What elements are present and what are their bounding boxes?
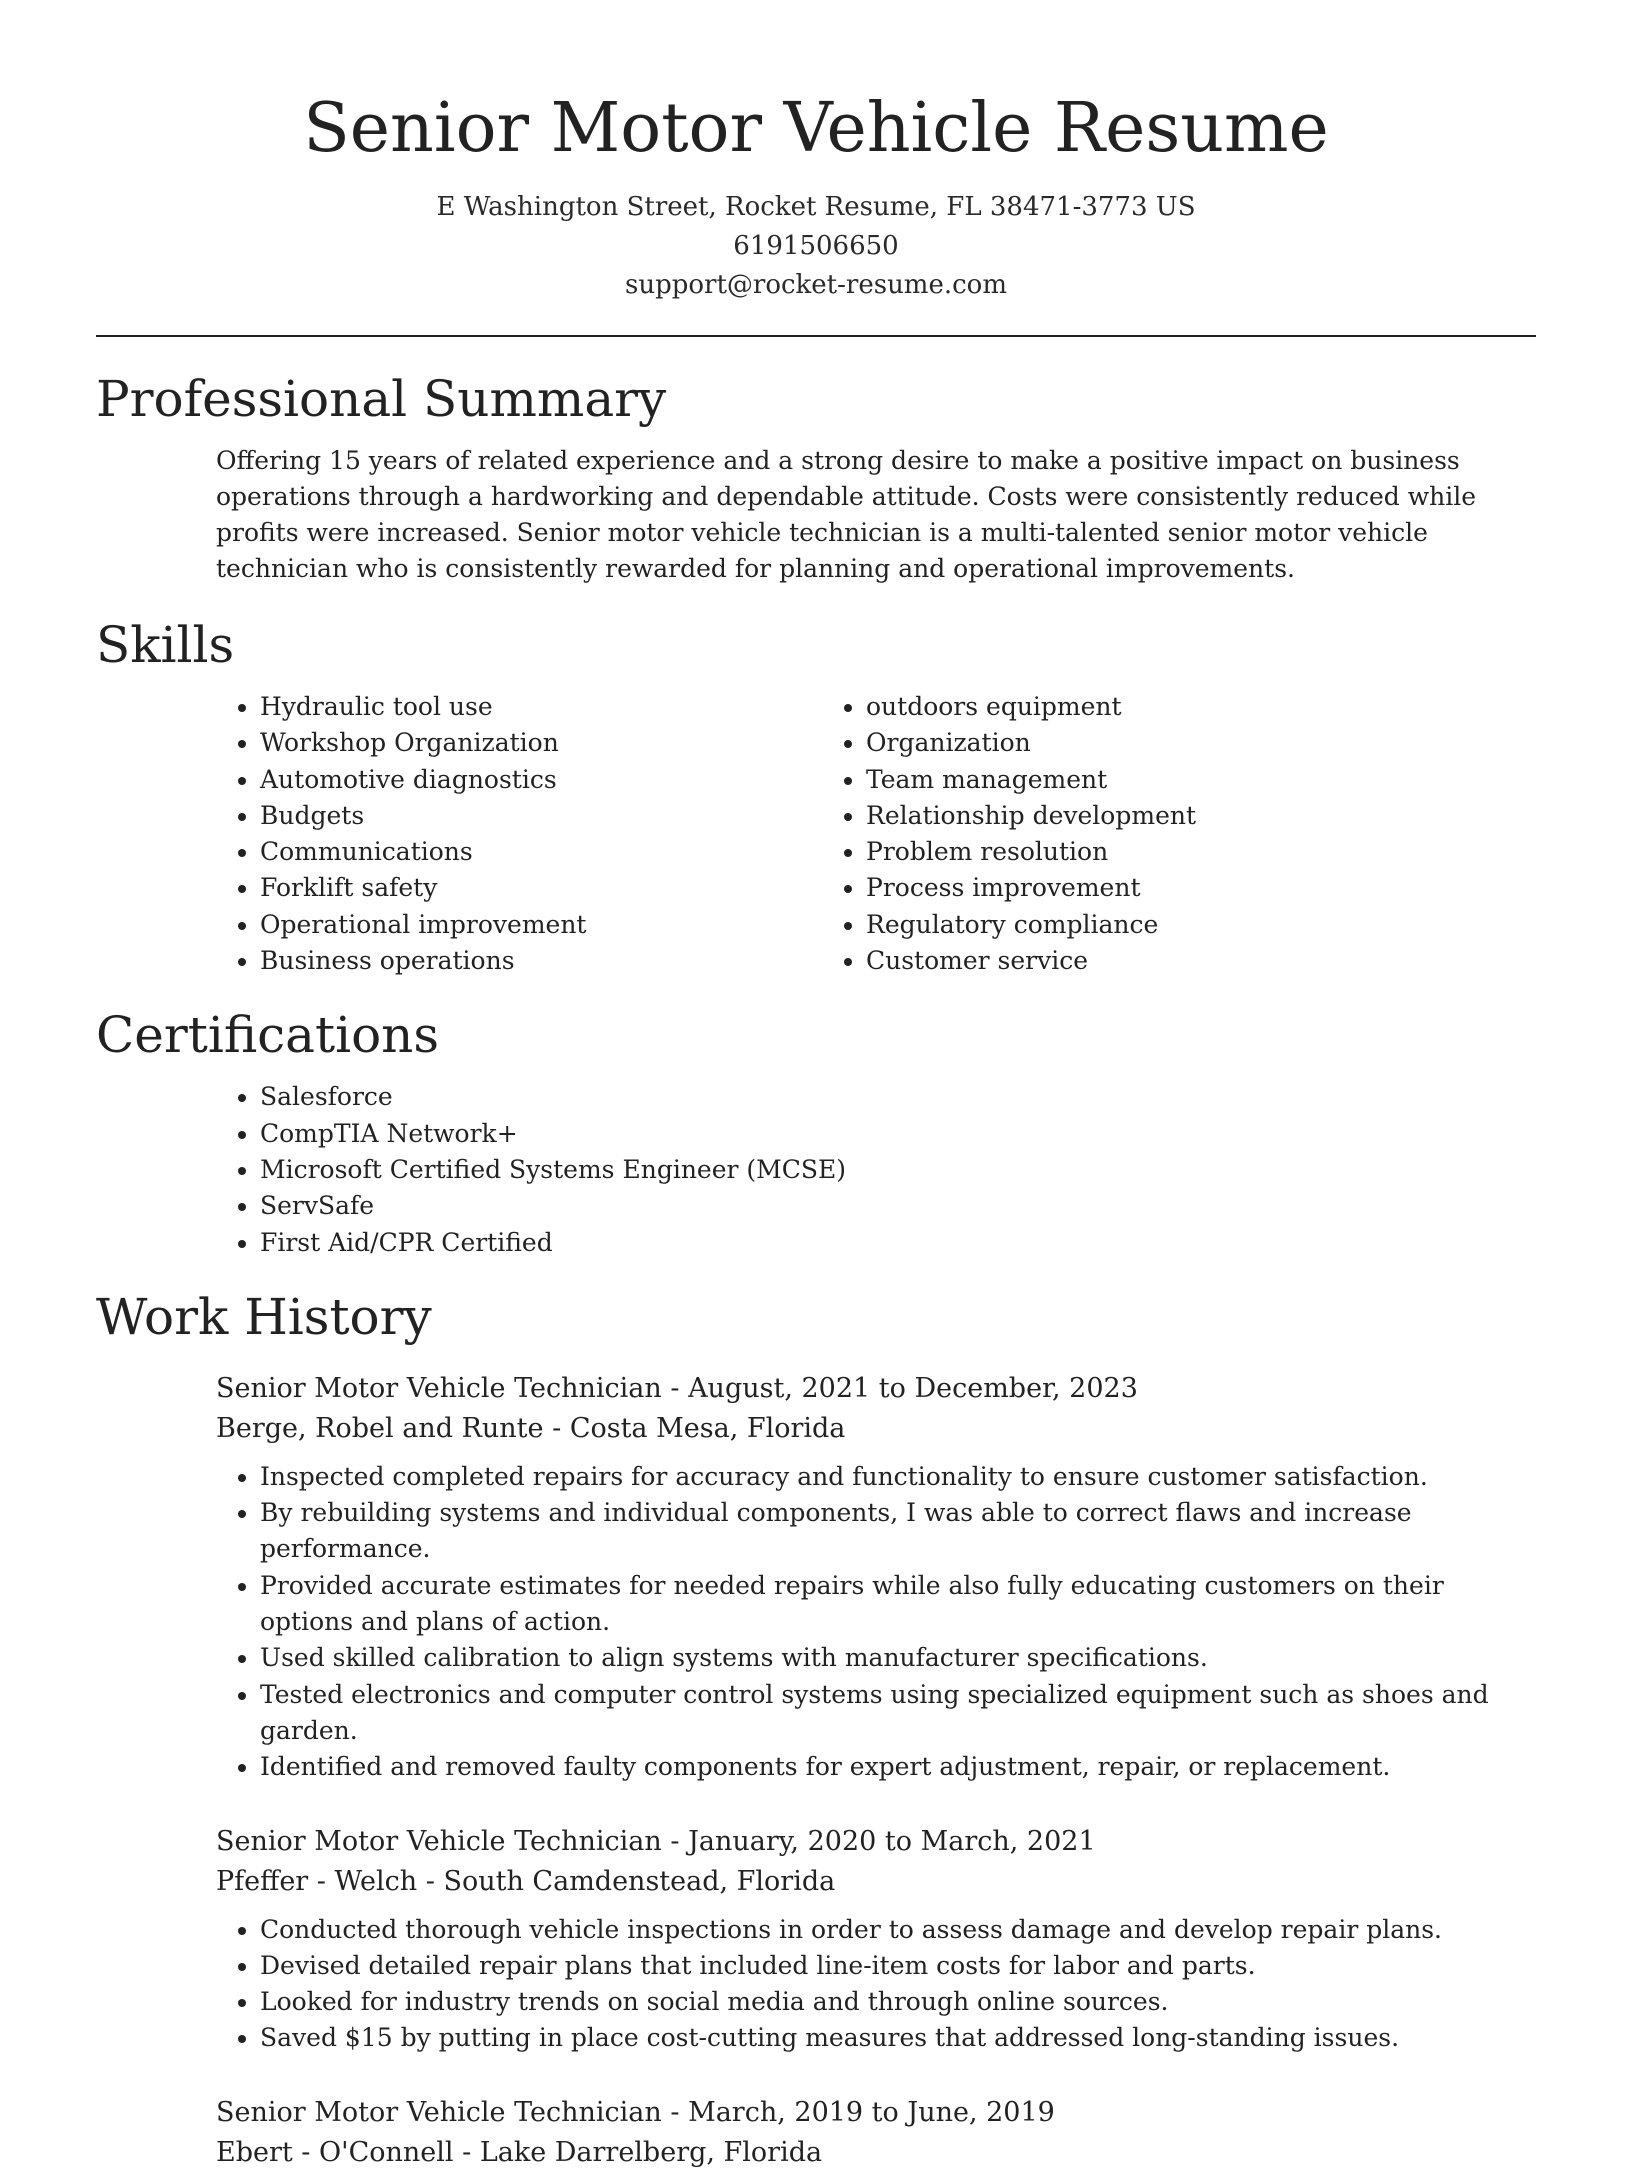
summary-text: Offering 15 years of related experience and a strong desire to make a positive impact on business operations through a hardworking and dependable attitude. Costs were consistently reduced while profits were increased. Senior motor vehicle technician is a multi-talented senior motor vehicle technician who is consistently rewarded for planning and operational improvements.	[216, 446, 1476, 583]
skill-item: • Forklift safety	[260, 870, 822, 906]
separator: -	[543, 1412, 570, 1444]
job-company-line	[216, 1409, 1536, 1449]
job-bullet: • Conducted thorough vehicle inspections in order to assess damage and develop repair plans.	[260, 1912, 1536, 1948]
resume-header	[96, 0, 1536, 305]
skill-item: • Organization	[866, 725, 1428, 761]
skills-list-right	[822, 689, 1428, 979]
certification-item: • First Aid/CPR Certified	[260, 1225, 1536, 1261]
job-title: Senior Motor Vehicle Technician	[216, 2096, 662, 2128]
skill-item: • Regulatory compliance	[866, 907, 1428, 943]
certifications-section	[96, 1003, 1536, 1260]
job-title-line	[216, 1369, 1536, 1409]
skill-item: • Customer service	[866, 943, 1428, 979]
job-dates: January, 2020 to March, 2021	[688, 1825, 1096, 1857]
header-divider	[96, 335, 1536, 337]
skill-item: • Business operations	[260, 943, 822, 979]
skill-item: • Hydraulic tool use	[260, 689, 822, 725]
skill-item: • Budgets	[260, 798, 822, 834]
skill-item: • Problem resolution	[866, 834, 1428, 870]
skill-item: • Team management	[866, 762, 1428, 798]
skill-item: • Process improvement	[866, 870, 1428, 906]
job-bullet: • Looked for industry trends on social media and through online sources.	[260, 1984, 1536, 2020]
separator: -	[661, 1372, 689, 1404]
skill-item: • Relationship development	[866, 798, 1428, 834]
separator: -	[661, 1825, 689, 1857]
job-bullet: • Identified and removed faulty components for expert adjustment, repair, or replacement.	[260, 1749, 1536, 1785]
job-bullet: • Saved $15 by putting in place cost-cutting measures that addressed long-standing issues.	[260, 2020, 1536, 2056]
separator: -	[417, 1865, 444, 1897]
skills-columns	[216, 689, 1536, 979]
certification-item: • CompTIA Network+	[260, 1116, 1536, 1152]
job-entry	[216, 1369, 1536, 1786]
job-bullet: • Provided accurate estimates for needed repairs while also fully educating customers on their options and plans of action.	[260, 1568, 1536, 1641]
job-bullet: • Inspected completed repairs for accuracy and functionality to ensure customer satisfaction.	[260, 1459, 1536, 1495]
work-history-heading: Work History	[96, 1287, 432, 1346]
contact-phone: 6191506650	[733, 231, 899, 261]
job-entry	[216, 1822, 1536, 2057]
certifications-list	[216, 1079, 1536, 1260]
job-bullet: • Tested electronics and computer control systems using specialized equipment such as shoes and garden.	[260, 1677, 1536, 1750]
job-title: Senior Motor Vehicle Technician	[216, 1372, 662, 1404]
job-company: Berge, Robel and Runte	[216, 1412, 544, 1444]
job-title: Senior Motor Vehicle Technician	[216, 1825, 662, 1857]
job-entry	[216, 2093, 1536, 2173]
resume-page	[96, 0, 1536, 2173]
certification-item: • Microsoft Certified Systems Engineer (MCSE)	[260, 1152, 1536, 1188]
job-company-line	[216, 1862, 1536, 1902]
separator: -	[661, 2096, 689, 2128]
skills-heading: Skills	[96, 616, 235, 674]
skill-item: • Operational improvement	[260, 907, 822, 943]
certifications-heading: Certifications	[96, 1006, 440, 1065]
contact-email: support@rocket-resume.com	[624, 270, 1007, 300]
skill-item: • outdoors equipment	[866, 689, 1428, 725]
contact-info	[96, 188, 1536, 305]
job-bullet: • Used skilled calibration to align systems with manufacturer specifications.	[260, 1640, 1536, 1676]
job-location: Costa Mesa, Florida	[569, 1412, 846, 1444]
job-dates: March, 2019 to June, 2019	[688, 2096, 1055, 2128]
summary-heading: Professional Summary	[96, 370, 667, 428]
summary-section	[96, 367, 1536, 587]
job-company: Ebert - O'Connell	[216, 2136, 454, 2168]
job-bullet: • Devised detailed repair plans that included line-item costs for labor and parts.	[260, 1948, 1536, 1984]
job-location: South Camdenstead, Florida	[443, 1865, 836, 1897]
job-dates: August, 2021 to December, 2023	[688, 1372, 1138, 1404]
resume-title: Senior Motor Vehicle Resume	[303, 89, 1329, 168]
job-title-line	[216, 1822, 1536, 1862]
job-title-line	[216, 2093, 1536, 2133]
skills-section	[96, 613, 1536, 979]
job-bullets	[216, 1912, 1536, 2057]
contact-address: E Washington Street, Rocket Resume, FL 38471-3773 US	[436, 192, 1196, 222]
job-bullets	[216, 1459, 1536, 1786]
job-company-line	[216, 2133, 1536, 2173]
skill-item: • Communications	[260, 834, 822, 870]
certification-item: • ServSafe	[260, 1188, 1536, 1224]
job-company: Pfeffer - Welch	[216, 1865, 418, 1897]
skills-list-left	[216, 689, 822, 979]
skill-item: • Workshop Organization	[260, 725, 822, 761]
skill-item: • Automotive diagnostics	[260, 762, 822, 798]
job-location: Lake Darrelberg, Florida	[479, 2136, 823, 2168]
separator: -	[453, 2136, 480, 2168]
job-bullet: • By rebuilding systems and individual components, I was able to correct flaws and increase performance.	[260, 1495, 1536, 1568]
certification-item: • Salesforce	[260, 1079, 1536, 1115]
work-history-section	[96, 1285, 1536, 2173]
